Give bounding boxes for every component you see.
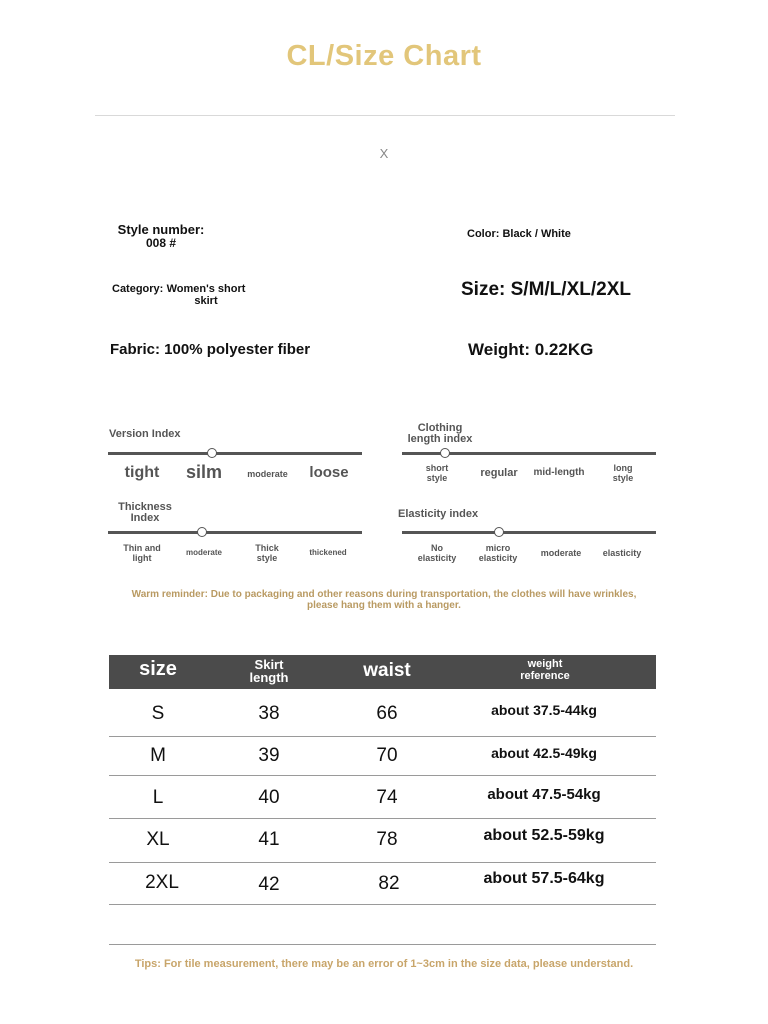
header-skirt-length-line1: Skirt — [254, 657, 284, 672]
length-label-long-line1: long — [613, 463, 633, 473]
cell-size: S — [151, 703, 165, 724]
category-value — [166, 283, 246, 307]
thickness-label-thickened: thickened — [309, 548, 347, 557]
cell-waist: 70 — [376, 745, 398, 766]
version-label-tight: tight — [124, 464, 160, 481]
cell-size: XL — [146, 829, 170, 850]
thickness-index-title-line2: Index — [130, 512, 160, 524]
elasticity-label-micro-line1: micro — [485, 543, 511, 553]
cell-weight: about 42.5-49kg — [491, 745, 597, 761]
cell-skirt-length: 40 — [258, 787, 280, 808]
version-index-track — [108, 452, 362, 455]
cell-skirt-length: 42 — [258, 874, 280, 895]
thickness-label-thin-line1: Thin and — [123, 543, 161, 553]
warm-reminder-line1: Warm reminder: Due to packaging and other reasons during transportation, the clothes will have wrinkles, — [131, 589, 637, 600]
elasticity-label-elasticity: elasticity — [602, 548, 642, 558]
length-label-mid-length: mid-length — [533, 467, 585, 478]
style-number — [110, 222, 212, 249]
elasticity-label-micro-line2: elasticity — [478, 553, 518, 563]
title-divider — [95, 115, 675, 116]
color-spec: Color: Black / White — [467, 228, 571, 240]
category-value-line1: Women's short — [166, 283, 246, 295]
style-number-label: Style number: — [117, 222, 205, 237]
page-title: CL/Size Chart — [286, 40, 482, 72]
length-label-short-line2: style — [426, 473, 448, 483]
close-icon: X — [379, 146, 389, 161]
length-label-long — [603, 463, 643, 483]
size-table-header — [109, 655, 656, 689]
length-index-title-line2: length index — [407, 433, 473, 445]
thickness-index-title-line1: Thickness — [118, 501, 172, 513]
header-weight-line2: reference — [520, 670, 570, 682]
size-spec: Size: S/M/L/XL/2XL — [461, 279, 631, 300]
elasticity-label-moderate: moderate — [540, 548, 582, 558]
cell-waist: 78 — [376, 829, 398, 850]
cell-size: M — [150, 745, 166, 766]
weight-spec: Weight: 0.22KG — [468, 340, 594, 359]
cell-waist: 82 — [378, 873, 400, 894]
cell-size: L — [152, 787, 164, 808]
length-index-title — [400, 423, 480, 445]
table-row — [109, 737, 656, 776]
cell-waist: 66 — [376, 703, 398, 724]
header-weight-line1: weight — [527, 658, 563, 670]
version-label-silm: silm — [185, 462, 223, 482]
tips-note: Tips: For tile measurement, there may be an error of 1~3cm in the size data, please understand. — [134, 958, 634, 970]
thickness-index-title — [110, 502, 180, 524]
thickness-label-thin — [116, 543, 168, 563]
table-row — [109, 819, 656, 863]
length-label-short — [415, 463, 459, 483]
cell-weight: about 57.5-64kg — [483, 870, 605, 887]
cell-skirt-length: 38 — [258, 703, 280, 724]
category-value-line2: skirt — [194, 295, 218, 307]
length-index-knob — [440, 448, 450, 458]
table-row — [109, 863, 656, 905]
category-label: Category: — [112, 283, 164, 295]
thickness-label-thick-line2: style — [256, 553, 278, 563]
elasticity-label-micro — [473, 543, 523, 563]
thickness-label-thick — [244, 543, 290, 563]
length-label-regular: regular — [480, 467, 518, 479]
warm-reminder-line2: please hang them with a hanger. — [307, 600, 461, 611]
row-divider — [109, 904, 656, 905]
elasticity-label-no-line1: No — [431, 543, 443, 553]
cell-weight: about 37.5-44kg — [491, 702, 597, 718]
fabric-spec: Fabric: 100% polyester fiber — [110, 341, 311, 358]
elasticity-label-no-line2: elasticity — [417, 553, 457, 563]
table-row — [109, 689, 656, 737]
table-row — [109, 776, 656, 819]
footer-divider — [109, 944, 656, 945]
version-index-knob — [207, 448, 217, 458]
version-index-title: Version Index — [109, 428, 181, 440]
elasticity-index-track — [402, 531, 656, 534]
version-label-loose: loose — [309, 464, 349, 481]
length-label-short-line1: short — [425, 463, 449, 473]
version-label-moderate: moderate — [247, 469, 288, 479]
thickness-label-moderate: moderate — [185, 548, 222, 557]
elasticity-label-no — [412, 543, 462, 563]
header-skirt-length — [229, 658, 309, 684]
header-skirt-length-line2: length — [249, 670, 289, 685]
elasticity-index-title: Elasticity index — [398, 508, 479, 520]
cell-skirt-length: 39 — [258, 745, 280, 766]
cell-waist: 74 — [376, 787, 398, 808]
header-size: size — [139, 658, 177, 680]
header-waist: waist — [363, 660, 411, 681]
thickness-index-track — [108, 531, 362, 534]
length-label-long-line2: style — [612, 473, 634, 483]
warm-reminder — [100, 589, 668, 611]
cell-skirt-length: 41 — [258, 829, 280, 850]
thickness-label-thin-line2: light — [132, 553, 152, 563]
length-index-title-line1: Clothing — [417, 422, 463, 434]
style-number-value: 008 # — [145, 236, 177, 250]
thickness-index-knob — [197, 527, 207, 537]
elasticity-index-knob — [494, 527, 504, 537]
cell-size: 2XL — [145, 872, 179, 893]
cell-weight: about 52.5-59kg — [483, 827, 605, 844]
thickness-label-thick-line1: Thick — [255, 543, 279, 553]
header-weight-reference — [495, 658, 595, 682]
cell-weight: about 47.5-54kg — [487, 786, 601, 803]
